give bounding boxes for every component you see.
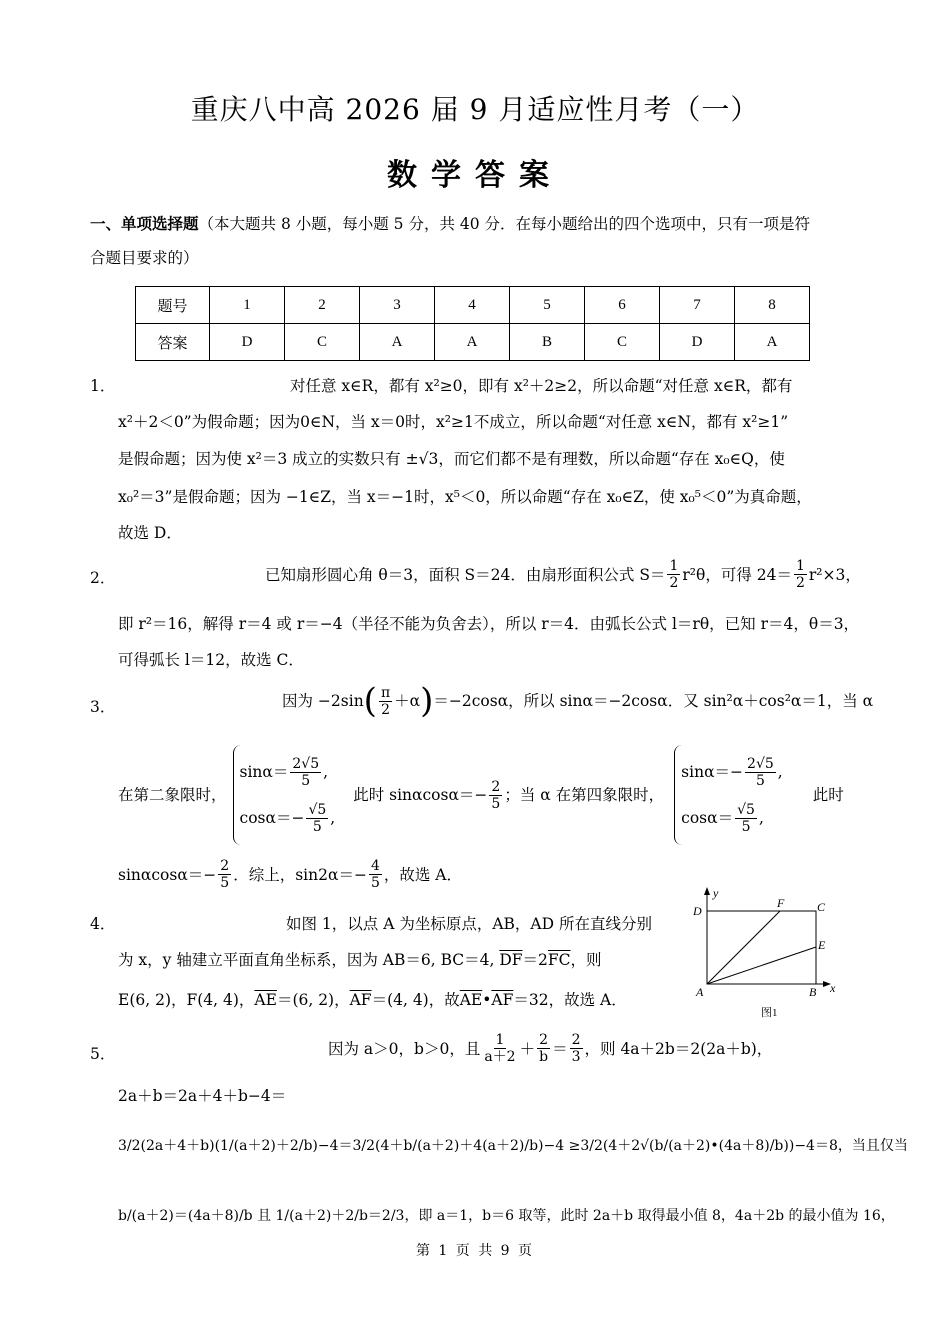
table-cell: D bbox=[210, 324, 285, 361]
sys-text: cosα＝ bbox=[681, 809, 734, 827]
q1-line1: 对任意 x∈R，都有 x²≥0，即有 x²＋2≥2，所以命题“对任意 x∈R，都有 bbox=[290, 377, 793, 395]
vector-df: $\overline{DF}$ bbox=[499, 951, 523, 969]
q1-line4: x₀²＝3”是假命题；因为 −1∈Z，当 x＝−1时，x⁵＜0，所以命题“存在 x₀∈Z，使 x₀⁵＜0”为真命题， bbox=[118, 488, 812, 506]
q3-text-d: ＋α bbox=[394, 692, 421, 710]
frac-den: 5 bbox=[312, 818, 322, 835]
q5-line3: 3/2(2a＋4＋b)(1/(a＋2)＋2/b)−4＝3/2(4＋b/(a＋2)＋4(a＋2)/b)−4 ≥3/2(4＋2√(b/(a＋2)•(4a＋8)/b))−4＝8，当且仅当 bbox=[118, 1138, 908, 1154]
fraction bbox=[667, 558, 680, 591]
vector-af: $\overline{AF}$ bbox=[491, 991, 514, 1009]
q4-text-2c: ，则 bbox=[570, 951, 602, 969]
frac-den: 2 bbox=[795, 575, 805, 591]
fraction bbox=[489, 779, 502, 812]
frac-den: 5 bbox=[301, 772, 311, 789]
rectangle-abcd bbox=[707, 911, 816, 984]
frac-num: √5 bbox=[737, 801, 755, 818]
system-row: cosα＝ $\frac{√5}{5}$ , bbox=[681, 801, 764, 835]
fraction bbox=[735, 802, 757, 835]
table-cell: 5 bbox=[510, 287, 585, 324]
q3-text-a: 因为 −2sin bbox=[282, 692, 364, 710]
q3-line3 bbox=[118, 858, 462, 891]
frac-num: 2 bbox=[571, 1032, 581, 1048]
label-x: x bbox=[830, 981, 836, 995]
vector-ae: $\overline{AE}$ bbox=[254, 991, 277, 1009]
q4-text-3b: ＝(6, 2)， bbox=[276, 991, 350, 1009]
label-b: B bbox=[809, 985, 817, 999]
frac-num: 2√5 bbox=[747, 755, 774, 772]
frac-num: 2 bbox=[220, 858, 230, 874]
q5-text-1b: ，则 4a＋2b＝2(2a＋b)， bbox=[584, 1039, 773, 1058]
fraction bbox=[306, 802, 328, 835]
equals-sign: ＝ bbox=[552, 1039, 568, 1058]
q3-text-2b: 此时 sinαcosα＝− bbox=[353, 786, 488, 804]
paren-right: ) bbox=[420, 681, 434, 721]
section-desc-2: 合题目要求的） bbox=[90, 249, 199, 267]
table-row bbox=[136, 324, 810, 361]
q3-text-3a: sinαcosα＝− bbox=[118, 865, 217, 884]
frac-den: 5 bbox=[755, 772, 765, 789]
table-cell: A bbox=[735, 324, 810, 361]
fraction bbox=[482, 1032, 517, 1065]
q3-line1 bbox=[282, 681, 874, 721]
fraction bbox=[369, 858, 382, 891]
q3-text-2d: 此时 bbox=[812, 786, 844, 804]
q2-text-c: r²×3， bbox=[808, 565, 861, 584]
table-cell: 1 bbox=[210, 287, 285, 324]
q4-text-3c: ＝(4, 4)，故 bbox=[371, 991, 460, 1009]
frac-den: 2 bbox=[669, 575, 679, 591]
label-d: D bbox=[693, 904, 702, 918]
q3-text-3b: ．综上，sin2α＝− bbox=[233, 865, 367, 884]
table-cell: 6 bbox=[585, 287, 660, 324]
frac-num: 2 bbox=[539, 1032, 549, 1048]
q5-line2: 2a＋b＝2a＋4＋b−4＝ bbox=[118, 1087, 287, 1105]
frac-num: 1 bbox=[795, 558, 805, 574]
q2-text-a: 已知扇形圆心角 θ＝3，面积 S＝24．由扇形面积公式 S＝ bbox=[265, 565, 666, 584]
q2-line3: 可得弧长 l＝12，故选 C． bbox=[118, 651, 304, 669]
frac-den: 5 bbox=[220, 875, 230, 891]
q3-number: 3． bbox=[90, 698, 116, 716]
answer-table bbox=[135, 286, 810, 361]
frac-den: a＋2 bbox=[484, 1049, 516, 1065]
table-cell: 8 bbox=[735, 287, 810, 324]
vector-fc: $\overline{FC}$ bbox=[547, 951, 571, 969]
figure-1 bbox=[688, 884, 848, 1024]
plus-sign: ＋ bbox=[519, 1039, 536, 1058]
equation-system bbox=[674, 745, 783, 845]
q4-text-3e: ＝32，故选 A． bbox=[513, 991, 627, 1009]
q4-text-2b: ＝2 bbox=[522, 951, 548, 969]
q4-text-3a: E(6, 2)，F(4, 4)， bbox=[118, 991, 255, 1009]
q4-number: 4． bbox=[90, 915, 116, 933]
dot-operator: • bbox=[482, 991, 492, 1009]
page-footer: 第 1 页 共 9 页 bbox=[415, 1243, 535, 1259]
label-y: y bbox=[713, 886, 719, 900]
fraction bbox=[570, 1032, 583, 1065]
q4-line2 bbox=[118, 950, 602, 970]
label-c: C bbox=[817, 900, 826, 914]
fraction bbox=[218, 858, 231, 891]
system-row: sinα＝− $\frac{2√5}{5}$ , bbox=[681, 755, 783, 789]
fraction bbox=[290, 756, 321, 789]
frac-den: 5 bbox=[741, 818, 751, 835]
table-cell: C bbox=[285, 324, 360, 361]
table-cell-label: 题号 bbox=[136, 287, 210, 324]
page-subtitle: 数学答案 bbox=[387, 158, 563, 193]
q1-number: 1． bbox=[90, 377, 116, 395]
sys-text: cosα＝− bbox=[239, 809, 305, 827]
q5-line1 bbox=[328, 1032, 772, 1065]
q2-line2: 即 r²＝16，解得 r＝4 或 r＝−4（半径不能为负舍去），所以 r＝4．由弧长公式 l＝rθ，已知 r＝4，θ＝3， bbox=[118, 615, 860, 633]
fraction bbox=[794, 558, 807, 591]
frac-num: 2√5 bbox=[292, 755, 320, 772]
frac-num: 1 bbox=[669, 558, 679, 574]
vector-af: $\overline{AF}$ bbox=[349, 991, 372, 1009]
table-cell: 2 bbox=[285, 287, 360, 324]
q5-line4: b/(a＋2)＝(4a＋8)/b 且 1/(a＋2)＋2/b＝2/3，即 a＝1，b＝6 取等，此时 2a＋b 取得最小值 8，4a＋2b 的最小值为 16， bbox=[118, 1208, 895, 1224]
figure-caption: 图1 bbox=[761, 1007, 778, 1019]
q4-line1: 如图 1，以点 A 为坐标原点，AB，AD 所在直线分别 bbox=[286, 915, 652, 933]
frac-num: 2 bbox=[491, 778, 501, 795]
table-cell: 3 bbox=[360, 287, 435, 324]
q4-line3 bbox=[118, 990, 627, 1010]
sys-text: sinα＝− bbox=[681, 763, 744, 781]
vector-ae: $\overline{AE}$ bbox=[459, 991, 483, 1009]
page-title: 重庆八中高 2026 届 9 月适应性月考（一） bbox=[190, 93, 760, 126]
sys-text: sinα＝ bbox=[239, 763, 289, 781]
section-heading: 一、单项选择题 bbox=[90, 214, 199, 233]
section-desc: （本大题共 8 小题，每小题 5 分，共 40 分．在每小题给出的四个选项中，只有一项是符 bbox=[198, 215, 811, 233]
frac-den: 3 bbox=[571, 1049, 581, 1065]
q3-text-2a: 在第二象限时， bbox=[118, 786, 227, 804]
q2-line1 bbox=[265, 558, 861, 591]
frac-num: √5 bbox=[308, 801, 327, 818]
fraction bbox=[379, 685, 392, 718]
q2-text-b: r²θ，可得 24＝ bbox=[682, 565, 792, 584]
frac-num: π bbox=[380, 684, 391, 701]
frac-den: b bbox=[539, 1049, 549, 1065]
q3-text-e: ＝−2cosα，所以 sinα＝−2cosα．又 sin²α＋cos²α＝1，当 α bbox=[433, 692, 874, 710]
frac-den: 5 bbox=[370, 875, 380, 891]
label-e: E bbox=[818, 938, 826, 952]
equation-system bbox=[233, 745, 336, 845]
table-cell: B bbox=[510, 324, 585, 361]
q5-number: 5． bbox=[90, 1045, 116, 1063]
q3-text-2c: ；当 α 在第四象限时， bbox=[504, 786, 665, 804]
y-axis-arrow bbox=[704, 887, 710, 895]
q2-number: 2． bbox=[90, 569, 116, 587]
table-cell: 7 bbox=[660, 287, 735, 324]
table-cell: 4 bbox=[435, 287, 510, 324]
label-a: A bbox=[696, 985, 704, 999]
frac-den: 5 bbox=[491, 795, 501, 812]
fraction bbox=[537, 1032, 550, 1065]
q5-text-1a: 因为 a＞0，b＞0，且 bbox=[328, 1039, 481, 1058]
table-cell: C bbox=[585, 324, 660, 361]
q4-text-2a: 为 x，y 轴建立平面直角坐标系，因为 AB＝6, BC＝4, bbox=[118, 951, 500, 969]
table-row bbox=[136, 287, 810, 324]
table-cell: A bbox=[360, 324, 435, 361]
frac-num: 4 bbox=[370, 858, 380, 874]
q1-line5: 故选 D． bbox=[118, 524, 182, 542]
table-cell-label: 答案 bbox=[136, 324, 210, 361]
table-cell: A bbox=[435, 324, 510, 361]
section-heading-row bbox=[90, 214, 810, 234]
fraction bbox=[745, 756, 776, 789]
q3-text-3c: ，故选 A． bbox=[383, 865, 462, 884]
system-row: cosα＝− $\frac{√5}{5}$ , bbox=[239, 801, 336, 835]
segment-ae bbox=[707, 947, 816, 984]
paren-left: ( bbox=[363, 681, 377, 721]
frac-den: 2 bbox=[381, 701, 390, 718]
frac-num: 1 bbox=[495, 1032, 505, 1048]
table-cell: D bbox=[660, 324, 735, 361]
segment-af bbox=[707, 911, 780, 984]
label-f: F bbox=[777, 896, 785, 910]
system-row: sinα＝ $\frac{2√5}{5}$ , bbox=[239, 755, 329, 789]
q1-line2: x²＋2＜0”为假命题；因为0∈N，当 x＝0时，x²≥1不成立，所以命题“对任意 x∈N，都有 x²≥1” bbox=[118, 413, 789, 431]
q3-line2 bbox=[118, 745, 844, 845]
q1-line3: 是假命题；因为使 x²＝3 成立的实数只有 ±√3，而它们都不是有理数，所以命题“存在 x₀∈Q，使 bbox=[118, 450, 785, 468]
